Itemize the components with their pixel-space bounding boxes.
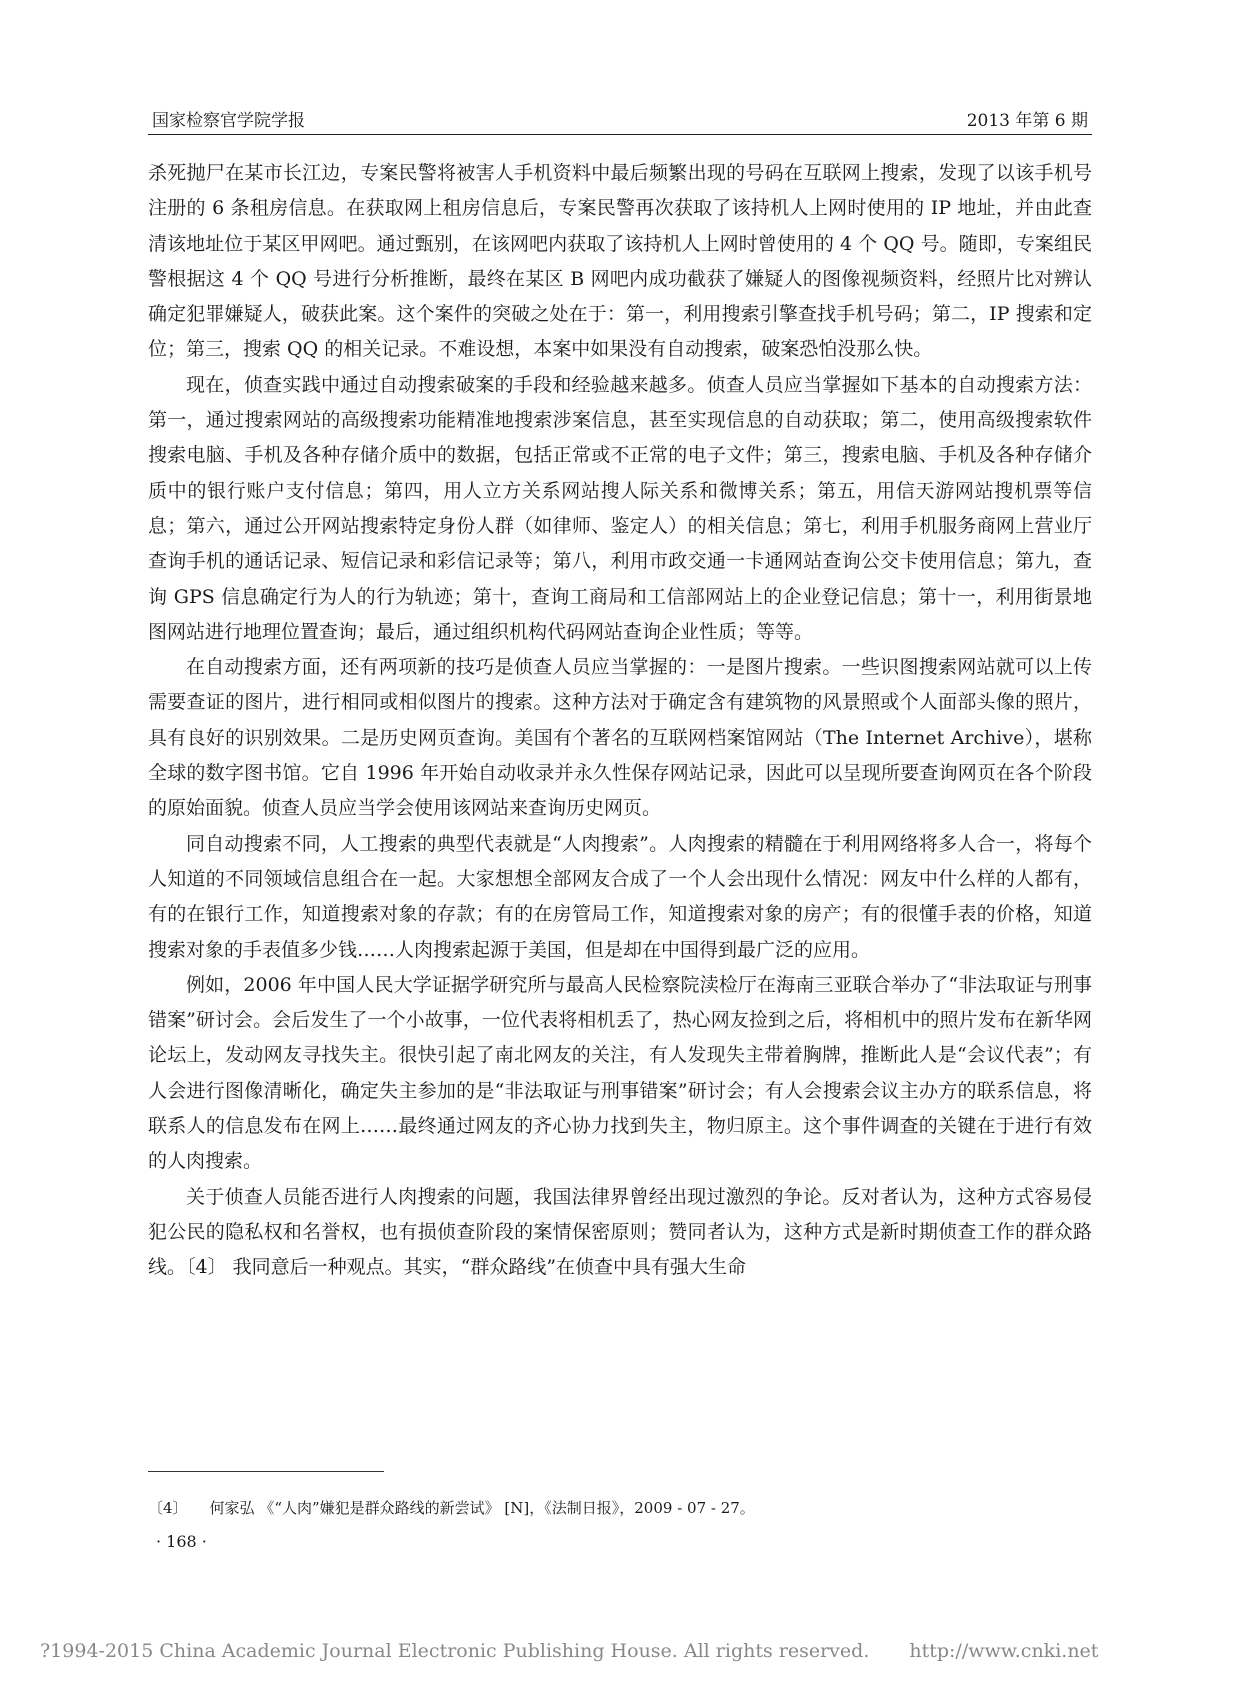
copyright-text: ?1994-2015 China Academic Journal Electronic Publishing House. All rights reserved. — [40, 1640, 870, 1662]
footnote-divider — [148, 1471, 384, 1472]
journal-name: 国家检察官学院学报 — [152, 111, 305, 131]
paragraph-5: 例如，2006 年中国人民大学证据学研究所与最高人民检察院渎检厅在海南三亚联合举办了“非法取证与刑事错案”研讨会。会后发生了一个小故事，一位代表将相机丢了，热心网友捡到之后，将相机中的照片发布在新华网论坛上，发动网友寻找失主。很快引起了南北网友的关注，有人发现失主带着胸牌，推断此人是“会议代表”；有人会进行图像清晰化，确定失主参加的是“非法取证与刑事错案”研讨会；有人会搜索会议主办方的联系信息，将联系人的信息发布在网上……最终通过网友的齐心协力找到失主，物归原主。这个事件调查的关键在于进行有效的人肉搜索。 — [148, 973, 1092, 1173]
footnote-mark: 〔4〕 — [148, 1499, 188, 1517]
running-header — [148, 104, 1092, 135]
footnote — [148, 1497, 1092, 1519]
paragraph-4: 同自动搜索不同，人工搜索的典型代表就是“人肉搜索”。人肉搜索的精髓在于利用网络将多人合一，将每个人知道的不同领域信息组合在一起。大家想想全部网友合成了一个人会出现什么情况：网友中什么样的人都有，有的在银行工作，知道搜索对象的存款；有的在房管局工作，知道搜索对象的房产；有的很懂手表的价格，知道搜索对象的手表值多少钱……人肉搜索起源于美国，但是却在中国得到最广泛的应用。 — [148, 832, 1092, 961]
footnote-text: 何家弘 《“人肉”嫌犯是群众路线的新尝试》 [N]，《法制日报》，2009 - 07 - 27。 — [209, 1499, 755, 1517]
cnki-url: http://www.cnki.net — [909, 1640, 1099, 1662]
paragraph-3: 在自动搜索方面，还有两项新的技巧是侦查人员应当掌握的：一是图片搜索。一些识图搜索网站就可以上传需要查证的图片，进行相同或相似图片的搜索。这种方法对于确定含有建筑物的风景照或个人面部头像的照片，具有良好的识别效果。二是历史网页查询。美国有个著名的互联网档案馆网站（The Internet Archive），堪称全球的数字图书馆。它自 1996 年开始自动收录并永久性保存网站记录，因此可以呈现所要查询网页在各个阶段的原始面貌。侦查人员应当学会使用该网站来查询历史网页。 — [148, 656, 1092, 820]
article-body — [148, 156, 1092, 1286]
copyright-line — [40, 1640, 1210, 1662]
paragraph-2: 现在，侦查实践中通过自动搜索破案的手段和经验越来越多。侦查人员应当掌握如下基本的自动搜索方法：第一，通过搜索网站的高级搜索功能精准地搜索涉案信息，甚至实现信息的自动获取；第二，使用高级搜索软件搜索电脑、手机及各种存储介质中的数据，包括正常或不正常的电子文件；第三，搜索电脑、手机及各种存储介质中的银行账户支付信息；第四，用人立方关系网站搜人际关系和微博关系；第五，用信天游网站搜机票等信息；第六，通过公开网站搜索特定身份人群（如律师、鉴定人）的相关信息；第七，利用手机服务商网上营业厅查询手机的通话记录、短信记录和彩信记录等；第八，利用市政交通一卡通网站查询公交卡使用信息；第九，查询 GPS 信息确定行为人的行为轨迹；第十，查询工商局和工信部网站上的企业登记信息；第十一，利用街景地图网站进行地理位置查询；最后，通过组织机构代码网站查询企业性质；等等。 — [148, 373, 1092, 643]
page-number: · 168 · — [156, 1532, 207, 1551]
paragraph-6: 关于侦查人员能否进行人肉搜索的问题，我国法律界曾经出现过激烈的争论。反对者认为，这种方式容易侵犯公民的隐私权和名誉权，也有损侦查阶段的案情保密原则；赞同者认为，这种方式是新时期侦查工作的群众路线。〔4〕 我同意后一种观点。其实，“群众路线”在侦查中具有强大生命 — [148, 1185, 1092, 1279]
issue-label: 2013 年第 6 期 — [966, 111, 1088, 131]
paragraph-1: 杀死抛尸在某市长江边，专案民警将被害人手机资料中最后频繁出现的号码在互联网上搜索，发现了以该手机号注册的 6 条租房信息。在获取网上租房信息后，专案民警再次获取了该持机人上网时使用的 IP 地址，并由此查清该地址位于某区甲网吧。通过甄别，在该网吧内获取了该持机人上网时曾使用的 4 个 QQ 号。随即，专案组民警根据这 4 个 QQ 号进行分析推断，最终在某区 B 网吧内成功截获了嫌疑人的图像视频资料，经照片比对辨认确定犯罪嫌疑人，破获此案。这个案件的突破之处在于：第一，利用搜索引擎查找手机号码；第二，IP 搜索和定位；第三，搜索 QQ 的相关记录。不难设想，本案中如果没有自动搜索，破案恐怕没那么快。 — [148, 162, 1092, 361]
